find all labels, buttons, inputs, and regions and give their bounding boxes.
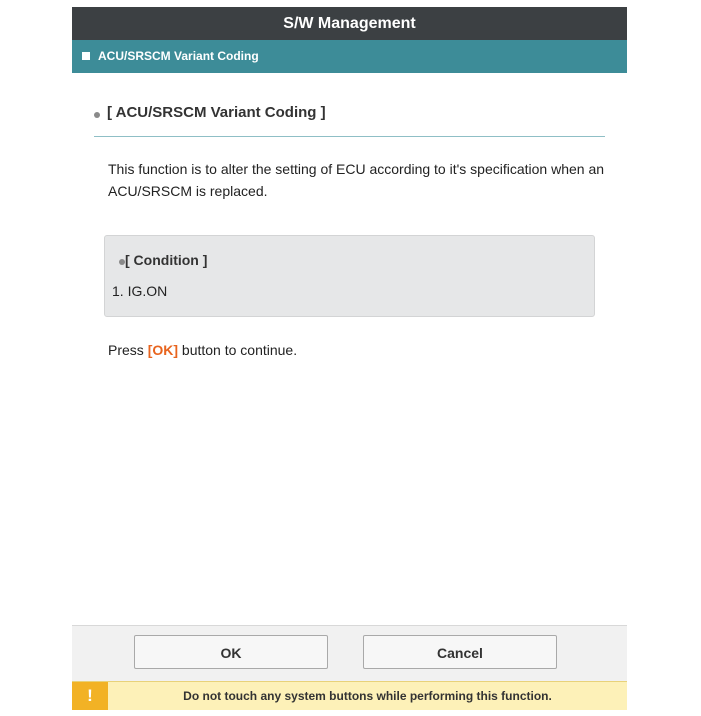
- ok-highlight: [OK]: [147, 342, 179, 358]
- function-description: This function is to alter the setting of ECU according to it's specification when an ACU/SRSCM is replaced.: [108, 161, 605, 199]
- section-header: [94, 103, 605, 137]
- section-title: [ ACU/SRSCM Variant Coding ]: [107, 104, 326, 121]
- function-subheader: [72, 40, 627, 73]
- window-title: S/W Management: [72, 7, 627, 40]
- instruction-prefix: Press: [108, 342, 148, 358]
- sw-management-window: [72, 7, 627, 709]
- function-label: ACU/SRSCM Variant Coding: [98, 49, 259, 63]
- condition-box: [104, 235, 595, 317]
- continue-instruction: [108, 342, 297, 358]
- instruction-suffix: button to continue.: [178, 342, 298, 358]
- condition-title: [ Condition ]: [125, 252, 208, 268]
- cancel-button[interactable]: Cancel: [363, 635, 557, 669]
- warning-icon: !: [72, 682, 108, 710]
- square-bullet-icon: [82, 52, 90, 60]
- ok-button[interactable]: OK: [134, 635, 328, 669]
- condition-item: 1. IG.ON: [112, 283, 168, 299]
- bullet-icon: [94, 112, 100, 118]
- button-bar: [72, 625, 627, 682]
- warning-text: Do not touch any system buttons while performing this function.: [183, 689, 552, 703]
- warning-bar: [72, 681, 627, 710]
